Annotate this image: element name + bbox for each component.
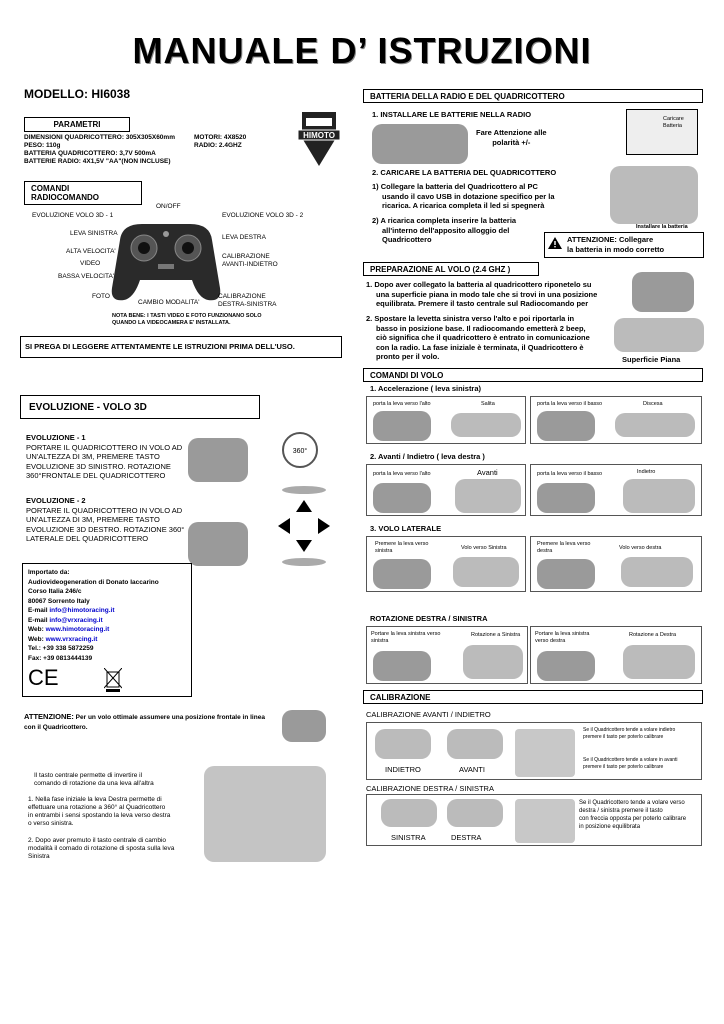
web-link[interactable]: www.vrxracing.it: [45, 635, 98, 643]
controller-icon: [372, 124, 468, 164]
himoto-logo: [296, 108, 342, 170]
label-leva-sx: LEVA SINISTRA: [70, 230, 118, 237]
panel-cal-av: INDIETRO AVANTI Se il Quadricottero tende a volare indietro premere il tasto per poterlo calibrare Se il Quadricottero tende a volare in avanti premere il tasto per poterlo calibrare: [366, 722, 702, 780]
arrow-icon: [262, 484, 346, 568]
drone-icon: [614, 318, 704, 352]
params-header: PARAMETRI: [24, 117, 130, 132]
evolution-header: EVOLUZIONE - VOLO 3D: [20, 395, 260, 419]
param-line: BATTERIE RADIO: 4X1,5V "AA"(NON INCLUSE): [24, 158, 171, 165]
prep-p1: 1. Dopo aver collegato la batteria al quadricottero riponetelo su una superficie piana in modo tale che si trovi in una posizione equilibrata. Premere il tasto centrale sul Radiocomando per: [366, 280, 598, 308]
email-link[interactable]: info@himotoracing.it: [49, 607, 115, 614]
email-link[interactable]: info@vrxracing.it: [49, 616, 103, 624]
params-list: [24, 134, 175, 166]
flight-header: COMANDI DI VOLO: [363, 368, 703, 382]
ce-mark-icon: CE: [28, 665, 59, 690]
laptop-icon: Caricare Batteria: [626, 109, 698, 155]
panel-avanti: porta la leva verso l'alto Avanti: [366, 464, 526, 516]
panel-indietro: porta la leva verso il basso Indietro: [530, 464, 702, 516]
page-title: MANUALE D’ ISTRUZIONI: [132, 30, 592, 71]
label-leva-dx: LEVA DESTRA: [222, 234, 266, 241]
web-link[interactable]: www.himotoracing.it: [45, 626, 110, 633]
model-name: MODELLO: HI6038: [24, 87, 131, 101]
panel-cal-ds: SINISTRA DESTRA Se il Quadricottero tende a volare verso destra / sinistra premere il tasto con freccia opposta per poterlo calibrare in posizione equilibrata: [366, 794, 702, 846]
svg-text:360°: 360°: [292, 448, 308, 455]
panel-salita: porta la leva verso l'alto Salita: [366, 396, 526, 444]
label-foto: FOTO: [92, 293, 110, 300]
label-alta: ALTA VELOCITA': [66, 248, 116, 255]
battery-header: BATTERIA DELLA RADIO E DEL QUADRICOTTERO: [363, 89, 703, 103]
controller-note: NOTA BENE: I TASTI VIDEO E FOTO FUNZIONANO SOLO QUANDO LA VIDEOCAMERA E' INSTALLATA.: [112, 313, 262, 326]
polarity-note: Fare Attenzione alle polarità +/-: [476, 128, 547, 147]
panel-rot-dx: Portare la leva sinistra verso destra Rotazione a Destra: [530, 626, 702, 684]
controller-icon: [188, 438, 248, 482]
controller-icon: [188, 522, 248, 566]
drone-icon: [204, 766, 326, 862]
param-line: RADIO: 2.4GHZ: [194, 142, 242, 149]
logo-text: HIMOTO: [303, 131, 335, 140]
flight-s2: 2. Avanti / Indietro ( leva destra ): [370, 452, 485, 461]
label-video: VIDEO: [80, 260, 101, 267]
attention-bottom: ATTENZIONE: Per un volo ottimale assumere una posizione frontale in linea con il Quadricottero.: [24, 712, 265, 731]
calibration-header: CALIBRAZIONE: [363, 690, 703, 704]
controller-icon: [282, 710, 326, 742]
rotation-header: ROTAZIONE DESTRA / SINISTRA: [370, 614, 488, 623]
battery-step2: 2. CARICARE LA BATTERIA DEL QUADRICOTTERO: [372, 168, 557, 177]
central-key-p2: 2. Dopo aver premuto il tasto centrale di cambio modalità il comado di rotazione di sposta sulla leva Sinistra: [28, 837, 175, 860]
label-evo1: EVOLUZIONE VOLO 3D - 1: [32, 212, 114, 219]
battery-p2: 2) A ricarica completa inserire la batteria all'interno dell'apposito alloggio del Quadricottero: [372, 216, 517, 244]
calibration-s1: CALIBRAZIONE AVANTI / INDIETRO: [366, 710, 491, 719]
label-cal-av: CALIBRAZIONE AVANTI-INDIETRO: [222, 253, 278, 268]
battery-p1: 1) Collegare la batteria del Quadricottero al PC usando il cavo USB in dotazione specifico per la ricarica. A ricarica completa il led si spegnerà: [372, 182, 555, 210]
label-bassa: BASSA VELOCITA': [58, 273, 115, 280]
label-cambio: CAMBIO MODALITA': [138, 299, 200, 306]
flight-s3: 3. VOLO LATERALE: [370, 524, 442, 533]
param-line: DIMENSIONI QUADRICOTTERO: 305X305X60mm: [24, 134, 175, 141]
evolution-2: EVOLUZIONE - 2 PORTARE IL QUADRICOTTERO IN VOLO AD UN'ALTEZZA DI 3M, PREMERE TASTO EVOLUZIONE 3D DESTRO. ROTAZIONE 360° LATERALE DEL QUADRICOTTERO: [26, 496, 185, 543]
controller-icon: [108, 210, 224, 306]
param-line: PESO: 110g: [24, 142, 61, 149]
surface-label: Superficie Piana: [622, 355, 681, 364]
battery-step1: 1. INSTALLARE LE BATTERIE NELLA RADIO: [372, 110, 532, 119]
calibration-s2: CALIBRAZIONE DESTRA / SINISTRA: [366, 784, 494, 793]
central-key-intro: Il tasto centrale permette di invertire il comando di rotazione da una leva all'altra: [34, 772, 154, 787]
param-line: BATTERIA QUADRICOTTERO: 3,7V 500mA: [24, 150, 156, 157]
prep-header: PREPARAZIONE AL VOLO (2.4 GHZ ): [363, 262, 539, 276]
panel-rot-sx: Portare la leva sinistra verso sinistra Rotazione a Sinistra: [366, 626, 528, 684]
weee-bin-icon: [104, 668, 122, 692]
drone-icon: [610, 166, 698, 224]
drone-icon: [280, 430, 320, 470]
label-onoff: ON/OFF: [156, 203, 181, 210]
dpad-icon: [515, 729, 575, 777]
install-label: Installare la batteria: [636, 224, 688, 230]
warning-icon: [548, 236, 562, 248]
param-line: MOTORI: 4X8520: [194, 134, 247, 141]
prep-p2: 2. Spostare la levetta sinistra verso l'alto e poi riportarla in basso in posizione base. Il radiocomando emetterà 2 beep, ciò significa che il quadricottero è entrato in comunicazione con la radio. La fase iniziale è terminata, il Quadricottero è pronto per il volo.: [366, 314, 590, 361]
dpad-icon: [515, 799, 575, 843]
controller-icon: [632, 272, 694, 312]
label-cal-ds: CALIBRAZIONE DESTRA-SINISTRA: [218, 293, 277, 308]
label-evo2: EVOLUZIONE VOLO 3D - 2: [222, 212, 304, 219]
panel-lat-dx: Premere la leva verso destra Volo verso destra: [530, 536, 702, 592]
panel-lat-sx: Premere la leva verso sinistra Volo verso Sinistra: [366, 536, 526, 592]
flight-s1: 1. Accelerazione ( leva sinistra): [370, 384, 482, 393]
commands-header: COMANDI RADIOCOMANDO: [24, 181, 142, 205]
panel-discesa: porta la leva verso il basso Discesa: [530, 396, 702, 444]
params-right: [194, 134, 246, 150]
importer-box: Importato da: Audiovideogeneration di Donato Iaccarino Corso Italia 246/c 80067 Sorrento Italy E-mail info@himotoracing.it E-mail info@vrxracing.it Web: www.himotoracing.it Web: www.vrxracing.it Tel.: +39 338 5872259 Fax: +39 0813444139 CE: [22, 563, 192, 697]
evolution-1: EVOLUZIONE - 1 PORTARE IL QUADRICOTTERO IN VOLO AD UN'ALTEZZA DI 3M, PREMERE TASTO EVOLUZIONE 3D SINISTRO. ROTAZIONE 360°FRONTALE DEL QUADRICOTTERO: [26, 433, 183, 480]
central-key-p1: 1. Nella fase iniziale la leva Destra permette di effettuare una rotazione a 360° al Quadricottero in entrambi i sensi spostando la leva verso destra o verso sinistra.: [28, 796, 171, 827]
battery-warning: ATTENZIONE: Collegare la batteria in modo corretto: [544, 232, 704, 258]
read-notice: SI PREGA DI LEGGERE ATTENTAMENTE LE ISTRUZIONI PRIMA DELL'USO.: [20, 336, 342, 358]
